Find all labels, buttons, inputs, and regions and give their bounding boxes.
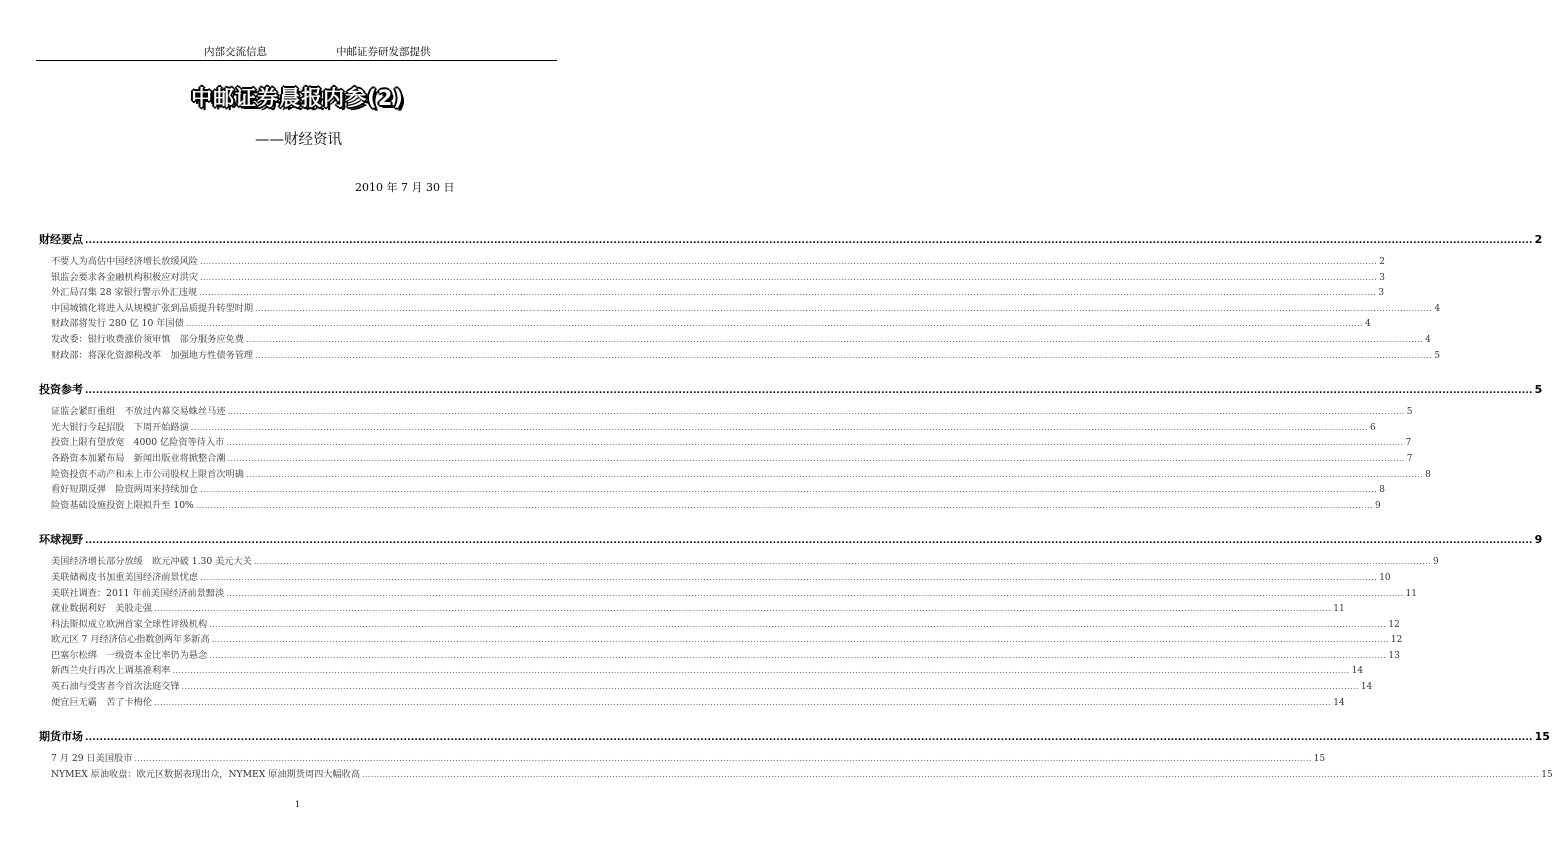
toc-leader: ................................................................................................................................................................................................................................................................................................................................................................................................................ bbox=[195, 500, 1373, 510]
toc-section bbox=[39, 231, 1543, 362]
toc-item-page: 5 bbox=[1406, 407, 1413, 418]
toc-section-heading[interactable] bbox=[39, 531, 1543, 547]
toc-item-page: 7 bbox=[1406, 453, 1413, 464]
toc-leader: ................................................................................................................................................................................................................................................................................................................................................................................................................ bbox=[255, 350, 1433, 360]
toc-item-page: 11 bbox=[1333, 604, 1345, 615]
toc-leader: ................................................................................................................................................................................................................................................................................................................................................................................................................ bbox=[362, 769, 1540, 779]
toc-item-label: 各路资本加紧布局 新闻出版业将掀整合潮 bbox=[51, 452, 226, 464]
toc-leader: ................................................................................................................................................................................................................................................................................................................................................................................................................ bbox=[200, 572, 1378, 582]
toc-item[interactable] bbox=[39, 553, 1439, 569]
toc-item-label: 就业数据利好 美股走强 bbox=[51, 603, 153, 615]
toc-section-title: 期货市场 bbox=[39, 730, 83, 744]
toc-leader: ................................................................................................................................................................................................................................................................................................................................................................................................................ bbox=[253, 557, 1432, 567]
toc-item[interactable] bbox=[39, 585, 1417, 601]
toc-item-list bbox=[39, 403, 1431, 512]
toc-item-page: 9 bbox=[1433, 557, 1439, 568]
toc-item[interactable] bbox=[39, 647, 1400, 663]
toc-leader: ................................................................................................................................................................................................................................................................................................................................................................................................................ bbox=[226, 588, 1404, 598]
toc-item[interactable] bbox=[39, 253, 1385, 269]
document-subtitle: ——财经资讯 bbox=[255, 132, 342, 148]
document-title: 中邮证券晨报内参(2) bbox=[191, 86, 404, 110]
toc-item[interactable] bbox=[39, 466, 1431, 482]
toc-item[interactable] bbox=[39, 616, 1400, 632]
toc-leader: ................................................................................................................................................................................................................................................................................................................................................................................................................ bbox=[200, 485, 1378, 495]
toc-section-page: 2 bbox=[1534, 233, 1543, 246]
toc-item-page: 14 bbox=[1351, 666, 1364, 677]
toc-section-page: 9 bbox=[1534, 533, 1543, 547]
toc-item-label: 科法斯拟成立欧洲首家全球性评级机构 bbox=[51, 618, 208, 630]
toc-item[interactable] bbox=[39, 347, 1441, 363]
toc-item-list bbox=[39, 253, 1441, 362]
toc-item-list bbox=[39, 750, 1553, 781]
toc-item-page: 12 bbox=[1388, 619, 1400, 630]
toc-item-label: 光大银行今起招股 下周开始路演 bbox=[51, 421, 189, 433]
toc-item-page: 14 bbox=[1333, 697, 1345, 708]
toc-leader: ................................................................................................................................................................................................................................................................................................................................................................................................................ bbox=[211, 635, 1389, 645]
toc-item-page: 8 bbox=[1425, 469, 1431, 480]
toc-section bbox=[39, 728, 1553, 781]
toc-item-label: 险资投资不动产和未上市公司股权上限首次明确 bbox=[51, 468, 244, 480]
toc-leader: ................................................................................................................................................................................................................................................................................................................................................................................................................ bbox=[245, 334, 1424, 344]
toc-section bbox=[39, 381, 1543, 512]
toc-item[interactable] bbox=[39, 284, 1385, 300]
toc-leader: ................................................................................................................................................................................................................................................................................................................................................................................................................ bbox=[227, 407, 1405, 417]
toc-item-label: 财政部：将深化资源税改革 加强地方性债务管理 bbox=[51, 349, 254, 361]
toc-item[interactable] bbox=[39, 331, 1431, 347]
page-header bbox=[36, 40, 557, 61]
toc-section-title: 财经要点 bbox=[39, 233, 83, 246]
toc-item-page: 3 bbox=[1379, 272, 1385, 283]
toc-item-label: 巴塞尔松绑 一级资本金比率仍为悬念 bbox=[51, 649, 208, 661]
header-right: 中邮证券研发部提供 bbox=[336, 46, 431, 58]
toc-item-label: 不要人为高估中国经济增长放缓风险 bbox=[51, 256, 198, 267]
toc-leader: ................................................................................................................................................................................................................................................................................................................................................................................................................ bbox=[227, 453, 1405, 463]
toc-leader: ................................................................................................................................................................................................................................................................................................................................................................................................................ bbox=[209, 650, 1387, 660]
toc-item-label: 银监会要求各金融机构积极应对洪灾 bbox=[51, 271, 198, 283]
toc-leader: ................................................................................................................................................................................................................................................................................................................................................................................................................ bbox=[190, 422, 1368, 432]
toc-section-page: 15 bbox=[1534, 730, 1550, 744]
toc-item[interactable] bbox=[39, 678, 1373, 694]
toc-item[interactable] bbox=[39, 300, 1441, 316]
toc-item[interactable] bbox=[39, 450, 1413, 466]
toc-item[interactable] bbox=[39, 403, 1413, 419]
toc-item-page: 13 bbox=[1388, 650, 1400, 661]
toc-leader: ................................................................................................................................................................................................................................................................................................................................................................................................................ bbox=[245, 469, 1424, 479]
toc-item-page: 11 bbox=[1405, 588, 1417, 599]
toc-leader: ................................................................................................................................................................................................................................................................................................................................................................................................................ bbox=[199, 288, 1377, 298]
toc-item[interactable] bbox=[39, 766, 1553, 782]
toc-item-page: 7 bbox=[1405, 438, 1412, 449]
toc-item-label: 美国经济增长部分放缓 欧元冲破 1.30 美元大关 bbox=[51, 556, 252, 568]
toc-item-label: 看好短期反弹 险资两周来持续加仓 bbox=[51, 484, 198, 496]
toc-section bbox=[39, 531, 1543, 709]
toc-item[interactable] bbox=[39, 569, 1391, 585]
toc-item-label: 新西兰央行再次上调基准利率 bbox=[51, 665, 171, 677]
toc-item-label: 中国城镇化将进入从规模扩张到品质提升转型时期 bbox=[51, 302, 254, 314]
toc-item[interactable] bbox=[39, 694, 1345, 710]
toc-item-page: 14 bbox=[1360, 682, 1373, 693]
toc-leader: ................................................................................................................................................................................................................................................................................................................................................................................................................ bbox=[85, 236, 1533, 246]
toc-item-page: 15 bbox=[1313, 754, 1326, 765]
table-of-contents bbox=[39, 231, 1553, 781]
toc-item-page: 4 bbox=[1425, 334, 1431, 345]
toc-leader: ................................................................................................................................................................................................................................................................................................................................................................................................................ bbox=[85, 386, 1533, 397]
toc-item-page: 9 bbox=[1374, 500, 1381, 511]
document-date: 2010 年 7 月 30 日 bbox=[355, 181, 455, 194]
toc-leader: ................................................................................................................................................................................................................................................................................................................................................................................................................ bbox=[200, 272, 1378, 282]
toc-leader: ................................................................................................................................................................................................................................................................................................................................................................................................................ bbox=[255, 303, 1433, 313]
toc-section-page: 5 bbox=[1534, 383, 1543, 397]
toc-item-page: 12 bbox=[1390, 635, 1403, 646]
toc-leader: ................................................................................................................................................................................................................................................................................................................................................................................................................ bbox=[181, 682, 1359, 692]
toc-item-page: 5 bbox=[1434, 350, 1441, 361]
toc-leader: ................................................................................................................................................................................................................................................................................................................................................................................................................ bbox=[226, 438, 1404, 448]
toc-item-label: 美联社调查：2011 年前美国经济前景黯淡 bbox=[51, 587, 225, 599]
toc-item-label: 外汇局召集 28 家银行警示外汇违规 bbox=[51, 287, 198, 299]
toc-item[interactable] bbox=[39, 269, 1385, 285]
toc-item[interactable] bbox=[39, 600, 1345, 616]
page-number: 1 bbox=[294, 800, 301, 809]
toc-item-page: 3 bbox=[1378, 288, 1385, 299]
toc-item-label: 欧元区 7 月经济信心指数创两年多新高 bbox=[51, 634, 210, 646]
toc-item-label: 投资上限有望放宽 4000 亿险资等待入市 bbox=[51, 437, 225, 449]
toc-leader: ................................................................................................................................................................................................................................................................................................................................................................................................................ bbox=[134, 754, 1312, 764]
toc-item-label: 险资基础设施投资上限拟升至 10% bbox=[51, 499, 194, 511]
toc-section-heading[interactable] bbox=[39, 231, 1543, 247]
toc-item-label: NYMEX 原油收盘：欧元区数据表现出众，NYMEX 原油期货周四大幅收高 bbox=[51, 768, 361, 780]
toc-leader: ................................................................................................................................................................................................................................................................................................................................................................................................................ bbox=[85, 733, 1533, 744]
toc-item[interactable] bbox=[39, 434, 1412, 450]
header-left: 内部交流信息 bbox=[204, 46, 267, 58]
toc-leader: ................................................................................................................................................................................................................................................................................................................................................................................................................ bbox=[172, 666, 1350, 676]
toc-leader: ................................................................................................................................................................................................................................................................................................................................................................................................................ bbox=[154, 604, 1332, 614]
toc-leader: ................................................................................................................................................................................................................................................................................................................................................................................................................ bbox=[154, 697, 1332, 707]
toc-leader: ................................................................................................................................................................................................................................................................................................................................................................................................................ bbox=[209, 619, 1387, 629]
toc-item-label: 美联储褐皮书加重美国经济前景忧虑 bbox=[51, 571, 198, 583]
toc-item-page: 2 bbox=[1379, 257, 1385, 267]
toc-section-title: 投资参考 bbox=[39, 383, 83, 397]
toc-item-page: 15 bbox=[1541, 769, 1553, 780]
toc-item-list bbox=[39, 553, 1439, 709]
toc-item[interactable] bbox=[39, 662, 1364, 678]
toc-item-label: 英石油与受害者今首次法庭交锋 bbox=[51, 681, 180, 693]
toc-item[interactable] bbox=[39, 631, 1403, 647]
toc-leader: ................................................................................................................................................................................................................................................................................................................................................................................................................ bbox=[185, 319, 1363, 329]
toc-item-label: 证监会紧盯重组 不放过内幕交易蛛丝马迹 bbox=[51, 406, 226, 418]
toc-item[interactable] bbox=[39, 419, 1376, 435]
toc-item-label: 财政部将发行 280 亿 10 年国债 bbox=[51, 318, 184, 330]
toc-item-page: 6 bbox=[1370, 422, 1376, 433]
toc-section-heading[interactable] bbox=[39, 381, 1543, 397]
toc-item-page: 10 bbox=[1379, 572, 1391, 583]
toc-leader: ................................................................................................................................................................................................................................................................................................................................................................................................................ bbox=[85, 536, 1533, 547]
toc-section-title: 环球视野 bbox=[39, 533, 83, 547]
toc-item[interactable] bbox=[39, 750, 1326, 766]
toc-item[interactable] bbox=[39, 315, 1371, 331]
toc-item-label: 7 月 29 日美国股市 bbox=[51, 753, 133, 765]
toc-item-page: 4 bbox=[1434, 303, 1441, 314]
toc-item[interactable] bbox=[39, 497, 1381, 513]
toc-item-page: 4 bbox=[1364, 319, 1371, 330]
toc-leader: ................................................................................................................................................................................................................................................................................................................................................................................................................ bbox=[200, 257, 1378, 266]
toc-item-label: 便宜巨无霸 苦了卡梅伦 bbox=[51, 696, 153, 708]
toc-item[interactable] bbox=[39, 481, 1385, 497]
toc-section-heading[interactable] bbox=[39, 728, 1550, 744]
toc-item-page: 8 bbox=[1379, 485, 1385, 496]
toc-item-label: 发改委：银行收费涨价须审慎 部分服务应免费 bbox=[51, 333, 244, 345]
